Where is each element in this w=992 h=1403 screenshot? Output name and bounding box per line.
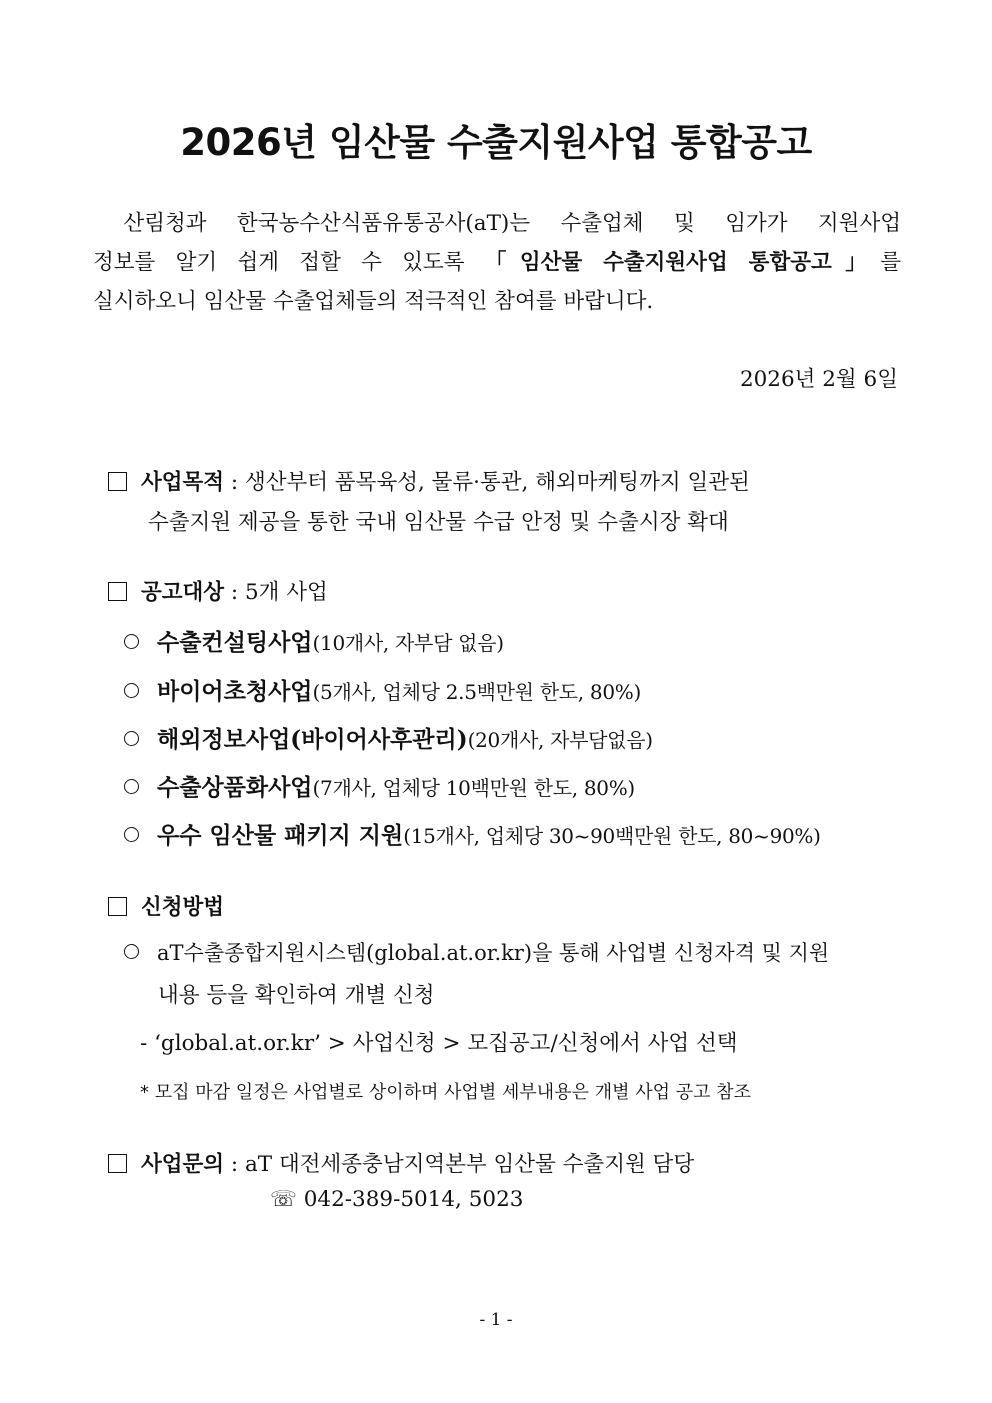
circle-bullet-icon bbox=[124, 944, 139, 959]
target-item-1 bbox=[124, 624, 504, 657]
target-item-name: 해외정보사업(바이어사후관리) bbox=[157, 726, 468, 753]
target-item-4 bbox=[124, 769, 635, 802]
checkbox-square-icon bbox=[108, 897, 127, 916]
section-target-text: : 5개 사업 bbox=[224, 580, 328, 605]
phone-icon: ☏ bbox=[270, 1187, 297, 1212]
section-contact-label: 사업문의 bbox=[141, 1152, 225, 1177]
target-item-name: 바이어초청사업 bbox=[157, 678, 313, 705]
section-purpose bbox=[108, 465, 750, 496]
circle-bullet-icon bbox=[124, 731, 139, 746]
target-item-3 bbox=[124, 721, 653, 754]
circle-bullet-icon bbox=[124, 779, 139, 794]
section-contact-text: : aT 대전세종충남지역본부 임산물 수출지원 담당 bbox=[224, 1152, 695, 1177]
target-item-detail: (7개사, 업체당 10백만원 한도, 80%) bbox=[312, 776, 635, 800]
circle-bullet-icon bbox=[124, 683, 139, 698]
announcement-date: 2026년 2월 6일 bbox=[739, 367, 898, 392]
section-target bbox=[108, 575, 328, 606]
section-purpose-label: 사업목적 bbox=[141, 470, 225, 495]
method-path: - ‘global.at.or.kr’ > 사업신청 > 모집공고/신청에서 사업 선택 bbox=[140, 1031, 738, 1056]
intro-text-2a: 정보를 알기 쉽게 접할 수 있도록 bbox=[93, 250, 485, 275]
checkbox-square-icon bbox=[108, 472, 127, 491]
method-item-continuation: 내용 등을 확인하여 개별 신청 bbox=[158, 983, 435, 1008]
section-contact bbox=[108, 1147, 694, 1178]
contact-phone: 042-389-5014, 5023 bbox=[296, 1187, 524, 1212]
target-item-name: 수출상품화사업 bbox=[157, 774, 313, 801]
target-item-detail: (5개사, 업체당 2.5백만원 한도, 80%) bbox=[312, 680, 641, 704]
contact-phone-line bbox=[270, 1187, 523, 1212]
section-target-label: 공고대상 bbox=[141, 580, 225, 605]
target-item-detail: (10개사, 자부담 없음) bbox=[312, 631, 504, 655]
intro-text-2c: 를 bbox=[880, 250, 901, 275]
method-note: * 모집 마감 일정은 사업별로 상이하며 사업별 세부내용은 개별 사업 공고 참조 bbox=[140, 1082, 751, 1103]
target-item-2 bbox=[124, 673, 641, 706]
target-item-detail: (20개사, 자부담없음) bbox=[467, 728, 653, 752]
checkbox-square-icon bbox=[108, 1154, 127, 1173]
checkbox-square-icon bbox=[108, 582, 127, 601]
intro-text-1: 산림청과 한국농수산식품유통공사(aT)는 수출업체 및 임가가 지원사업 bbox=[123, 211, 901, 236]
target-item-5 bbox=[124, 817, 821, 850]
target-item-name: 우수 임산물 패키지 지원 bbox=[157, 822, 404, 849]
page-title: 2026년 임산물 수출지원사업 통합공고 bbox=[180, 121, 812, 164]
target-item-name: 수출컨설팅사업 bbox=[157, 629, 313, 656]
circle-bullet-icon bbox=[124, 827, 139, 842]
intro-text-2b: 「임산물 수출지원사업 통합공고」 bbox=[484, 250, 881, 275]
page-number: - 1 - bbox=[479, 1310, 513, 1330]
section-purpose-text-1: : 생산부터 품목육성, 물류·통관, 해외마케팅까지 일관된 bbox=[224, 470, 750, 495]
section-method-label: 신청방법 bbox=[141, 895, 225, 920]
circle-bullet-icon bbox=[124, 634, 139, 649]
intro-line-3: 실시하오니 임산물 수출업체들의 적극적인 참여를 바랍니다. bbox=[93, 289, 654, 314]
target-item-detail: (15개사, 업체당 30~90백만원 한도, 80~90%) bbox=[403, 824, 821, 848]
section-method bbox=[108, 890, 224, 921]
method-item-1 bbox=[124, 937, 829, 967]
method-item-text: aT수출종합지원시스템(global.at.or.kr)을 통해 사업별 신청자격 및 지원 bbox=[157, 941, 830, 965]
section-purpose-text-2: 수출지원 제공을 통한 국내 임산물 수급 안정 및 수출시장 확대 bbox=[148, 510, 729, 535]
